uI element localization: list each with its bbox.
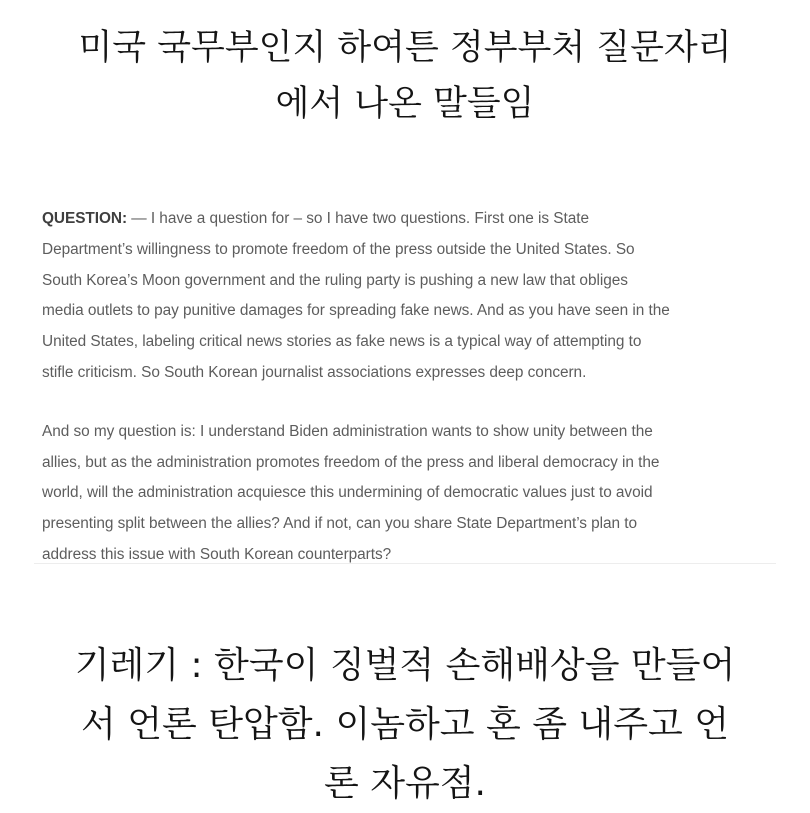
- quote-paragraph-2-line-5: address this issue with South Korean counterparts?: [42, 545, 392, 563]
- press-briefing-quote: [42, 204, 772, 571]
- bottom-caption-line-3: 론 자유점.: [324, 763, 486, 804]
- top-caption-line-2: 에서 나온 말들임: [275, 84, 535, 124]
- bottom-caption-line-2: 서 언론 탄압함. 이놈하고 혼 좀 내주고 언: [81, 704, 729, 745]
- quote-label: QUESTION:: [42, 210, 128, 227]
- quote-divider: [34, 563, 776, 564]
- quote-paragraph-2-line-1: And so my question is: I understand Biden administration wants to show unity between the: [42, 422, 653, 440]
- quote-paragraph-1-line-3: South Korea’s Moon government and the ruling party is pushing a new law that obliges: [42, 271, 628, 289]
- quote-paragraph-1-line-1-text: — I have a question for – so I have two questions. First one is State: [127, 210, 589, 227]
- quote-paragraph-1-line-6: stifle criticism. So South Korean journalist associations expresses deep concern.: [42, 363, 587, 381]
- quote-paragraph-1-line-4: media outlets to pay punitive damages for spreading fake news. And as you have seen in the: [42, 302, 670, 320]
- quote-paragraph-1-line-5: United States, labeling critical news stories as fake news is a typical way of attempting to: [42, 333, 642, 351]
- quote-paragraph-2-line-4: presenting split between the allies? And if not, can you share State Department’s plan to: [42, 515, 638, 533]
- quote-paragraph-1-line-1: [42, 204, 772, 235]
- quote-paragraph-2-line-2: allies, but as the administration promotes freedom of the press and liberal democracy in the: [42, 453, 660, 471]
- top-caption-line-1: 미국 국무부인지 하여튼 정부부처 질문자리: [78, 28, 732, 68]
- bottom-caption: [0, 636, 810, 813]
- bottom-caption-line-1: 기레기 : 한국이 징벌적 손해배상을 만들어: [74, 645, 736, 686]
- quote-paragraph-2-line-3: world, will the administration acquiesce this undermining of democratic values just to avoid: [42, 484, 653, 502]
- quote-paragraph-1-line-2: Department’s willingness to promote freedom of the press outside the United States. So: [42, 240, 635, 258]
- top-caption: [0, 20, 810, 132]
